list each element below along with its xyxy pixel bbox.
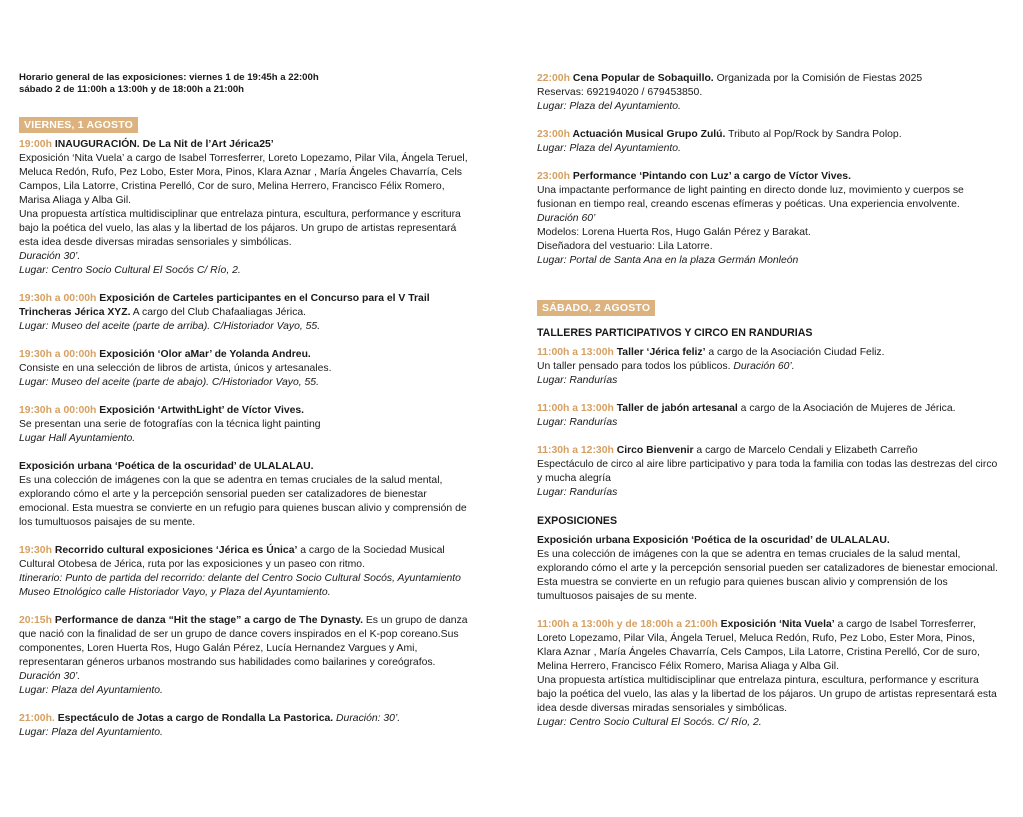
event-time: 19:30h a 00:00h bbox=[19, 349, 97, 360]
event-description: Una impactante performance de light painting en directo donde luz, movimiento y cuerpos se fusionan en tiempo real, creando escenas efímeras y poéticas. Una experiencia envolvente. bbox=[537, 185, 964, 210]
event-time: 11:00h a 13:00h y de 18:00h a 21:00h bbox=[537, 619, 718, 630]
section-title-exposiciones: EXPOSICIONES bbox=[537, 515, 618, 527]
event-models: Modelos: Lorena Huerta Ros, Hugo Galán Pérez y Barakat. bbox=[537, 227, 811, 238]
day-badge-friday: VIERNES, 1 AGOSTO bbox=[19, 117, 138, 133]
event-duration: Duración 30’. bbox=[19, 251, 81, 262]
event-description: Exposición ‘Nita Vuela’ a cargo de Isabel Torresferrer, Loreto Lopezamo, Pilar Vila, Ángela Teruel, Meluca Redón, Rufo, Pez Lobo, Ester Mora, Pinos, Klara Aznar , María Ángeles Chavarría, Cels Campos, Lila Latorre, Cristina Perelló, Cor de suro, Melina Herrero, Francisco Félix Romero, Marisa Aliaga y Alba Gil. bbox=[19, 153, 468, 206]
event-description-2: Una propuesta artística multidisciplinar que entrelaza pintura, escultura, performance y escritura bajo la poética del vuelo, las alas y la libertad de los pájaros. Un grupo de artistas representará esta idea desde diversas miradas sensoriales y simbólicas. bbox=[19, 209, 461, 248]
event-title: Exposición ‘ArtwithLight’ de Víctor Vives. bbox=[96, 405, 305, 416]
event-description: a cargo de Marcelo Cendali y Elizabeth Carreño bbox=[693, 445, 918, 456]
event-place: Lugar: Plaza del Ayuntamiento. bbox=[19, 685, 163, 696]
event-description: Organizada por la Comisión de Fiestas 2025 bbox=[713, 73, 923, 84]
event-description: A cargo del Club Chafaaliagas Jérica. bbox=[130, 307, 307, 318]
event-jabon-artesanal bbox=[537, 402, 999, 430]
event-time: 19:30h a 00:00h bbox=[19, 405, 97, 416]
event-title: Actuación Musical Grupo Zulú. bbox=[569, 129, 726, 140]
event-grupo-zulu bbox=[537, 128, 999, 156]
event-pintando-con-luz bbox=[537, 170, 999, 268]
event-time: 19:30h a 00:00h bbox=[19, 293, 97, 304]
event-title: Cena Popular de Sobaquillo. bbox=[569, 73, 714, 84]
event-title: Circo Bienvenir bbox=[613, 445, 694, 456]
event-description-2: Un taller pensado para todos los públicos. bbox=[537, 361, 731, 372]
schedule-header-line2: sábado 2 de 11:00h a 13:00h y de 18:00h a 21:00h bbox=[19, 84, 245, 95]
event-place: Lugar: Plaza del Ayuntamiento. bbox=[19, 727, 163, 738]
event-description-2: Una propuesta artística multidisciplinar que entrelaza pintura, escultura, performance y escritura bajo la poética del vuelo, las alas y la libertad de los pájaros. Un grupo de artistas representará esta idea desde diversas miradas sensoriales y simbólicas. bbox=[537, 675, 997, 714]
event-title: Exposición ‘Nita Vuela’ bbox=[717, 619, 835, 630]
event-place: Lugar: Museo del aceite (parte de arriba). C/Historiador Vayo, 55. bbox=[19, 321, 321, 332]
event-title: Exposición urbana ‘Poética de la oscuridad’ de ULALALAU. bbox=[19, 461, 314, 472]
event-jotas bbox=[19, 712, 471, 740]
event-time: 23:00h bbox=[537, 129, 570, 140]
event-time: 21:00h. bbox=[19, 713, 55, 724]
event-time: 23:00h bbox=[537, 171, 570, 182]
event-description-2: Espectáculo de circo al aire libre participativo y para toda la familia con todas las destrezas del circo y mucha alegría bbox=[537, 459, 998, 484]
event-duration: Duración 30’. bbox=[19, 671, 81, 682]
event-title: Espectáculo de Jotas a cargo de Rondalla La Pastorica. bbox=[54, 713, 334, 724]
event-title: Taller de jabón artesanal bbox=[613, 403, 738, 414]
event-time: 22:00h bbox=[537, 73, 570, 84]
event-hit-the-stage bbox=[19, 614, 471, 698]
event-carteles bbox=[19, 292, 471, 334]
event-cena-popular bbox=[537, 72, 999, 114]
event-description: a cargo de la Asociación de Mujeres de Jérica. bbox=[737, 403, 956, 414]
event-place: Lugar: Plaza del Ayuntamiento. bbox=[537, 143, 681, 154]
event-description: a cargo de la Sociedad Musical Cultural Otobesa de Jérica, ruta por las exposiciones y un paseo con ritmo. bbox=[19, 545, 445, 570]
event-place: Lugar: Centro Socio Cultural El Socós C/ Río, 2. bbox=[19, 265, 241, 276]
event-artwithlight bbox=[19, 404, 471, 446]
event-place: Itinerario: Punto de partida del recorrido: delante del Centro Socio Cultural Socós, Ayuntamiento Museo Etnológico calle Historiador Vayo, y Plaza del Ayuntamiento. bbox=[19, 573, 461, 598]
event-place: Lugar: Randurías bbox=[537, 417, 618, 428]
left-column bbox=[19, 72, 471, 740]
event-duration: Duración: 30’. bbox=[333, 713, 401, 724]
event-description: Consiste en una selección de libros de artista, únicos y artesanales. bbox=[19, 363, 332, 374]
event-place: Lugar: Randurías bbox=[537, 375, 618, 386]
event-time: 11:00h a 13:00h bbox=[537, 403, 614, 414]
event-poetica-oscuridad-saturday bbox=[537, 534, 999, 604]
event-description: Tributo al Pop/Rock by Sandra Polop. bbox=[725, 129, 902, 140]
event-duration: Duración 60’ bbox=[537, 213, 596, 224]
event-place: Lugar Hall Ayuntamiento. bbox=[19, 433, 136, 444]
event-title: Taller ‘Jérica feliz’ bbox=[613, 347, 706, 358]
event-description: Es un grupo de danza que nació con la finalidad de ser un grupo de dance covers inspirados en el K-pop coreano.Sus componentes, Loren Huerta Ros, Hugo Galán Pérez, Lucía Hernandez Vargues y Ami, representaran géneros urbanos mostrando sus habilidades como bailarines y coreógrafos. bbox=[19, 615, 468, 668]
event-description: Es una colección de imágenes con la que se adentra en temas cruciales de la salud mental, explorando cómo el arte y la percepción sensorial pueden ser catalizadores de bienestar emocional. Esta muestra se convierte en un refugio para quienes buscan alivio y comprensión de los tumultuosos paisajes de su mente. bbox=[19, 475, 467, 528]
event-time: 20:15h bbox=[19, 615, 52, 626]
event-jerica-feliz bbox=[537, 346, 999, 388]
event-place: Lugar: Museo del aceite (parte de abajo). C/Historiador Vayo, 55. bbox=[19, 377, 319, 388]
event-title: Performance de danza “Hit the stage” a cargo de The Dynasty. bbox=[51, 615, 363, 626]
event-recorrido-cultural bbox=[19, 544, 471, 600]
event-description: a cargo de la Asociación Ciudad Feliz. bbox=[705, 347, 885, 358]
event-title: Exposición de Carteles participantes en el Concurso para el V Trail Trincheras Jérica XYZ. bbox=[19, 293, 430, 318]
event-reservations: Reservas: 692194020 / 679453850. bbox=[537, 87, 703, 98]
event-description: Se presentan una serie de fotografías con la técnica light painting bbox=[19, 419, 321, 430]
event-nita-vuela bbox=[537, 618, 999, 730]
event-inauguracion bbox=[19, 138, 471, 278]
section-title-talleres: TALLERES PARTICIPATIVOS Y CIRCO EN RANDURIAS bbox=[537, 327, 813, 339]
event-duration: Duración 60’. bbox=[730, 361, 795, 372]
event-place: Lugar: Randurías bbox=[537, 487, 618, 498]
event-place: Lugar: Centro Socio Cultural El Socós. C/ Río, 2. bbox=[537, 717, 762, 728]
event-time: 11:00h a 13:00h bbox=[537, 347, 614, 358]
event-title: Performance ‘Pintando con Luz’ a cargo de Víctor Vives. bbox=[569, 171, 851, 182]
event-time: 19:00h bbox=[19, 139, 52, 150]
event-description: a cargo de Isabel Torresferrer, Loreto Lopezamo, Pilar Vila, Ángela Teruel, Meluca Redón, Rufo, Pez Lobo, Ester Mora, Pinos, Klara Aznar , María Ángeles Chavarría, Cels Campos, Lila Latorre, Cristina Perelló, Cor de suro, Melina Herrero, Francisco Félix Romero, Marisa Aliaga y Alba Gil. bbox=[537, 619, 980, 672]
event-title: Exposición urbana Exposición ‘Poética de la oscuridad’ de ULALALAU. bbox=[537, 535, 890, 546]
event-circo-bienvenir bbox=[537, 444, 999, 500]
event-place: Lugar: Portal de Santa Ana en la plaza Germán Monleón bbox=[537, 255, 799, 266]
event-title: INAUGURACIÓN. De La Nit de l’Art Jérica25’ bbox=[51, 139, 274, 150]
event-place: Lugar: Plaza del Ayuntamiento. bbox=[537, 101, 681, 112]
right-column bbox=[537, 72, 999, 730]
event-time: 11:30h a 12:30h bbox=[537, 445, 614, 456]
day-badge-saturday: SÁBADO, 2 AGOSTO bbox=[537, 300, 655, 316]
event-time: 19:30h bbox=[19, 545, 52, 556]
event-poetica-oscuridad bbox=[19, 460, 471, 530]
event-description: Es una colección de imágenes con la que se adentra en temas cruciales de la salud mental, explorando cómo el arte y la percepción sensorial pueden ser catalizadores de bienestar emocional. Esta muestra se convierte en un refugio para quienes buscan alivio y comprensión de los tumultuosos paisajes de su mente. bbox=[537, 549, 998, 602]
event-costume-designer: Diseñadora del vestuario: Lila Latorre. bbox=[537, 241, 713, 252]
schedule-header-line1: Horario general de las exposiciones: viernes 1 de 19:45h a 22:00h bbox=[19, 72, 319, 83]
event-title: Exposición ‘Olor aMar’ de Yolanda Andreu. bbox=[96, 349, 311, 360]
event-olor-amar bbox=[19, 348, 471, 390]
event-title: Recorrido cultural exposiciones ‘Jérica es Única’ bbox=[51, 545, 298, 556]
